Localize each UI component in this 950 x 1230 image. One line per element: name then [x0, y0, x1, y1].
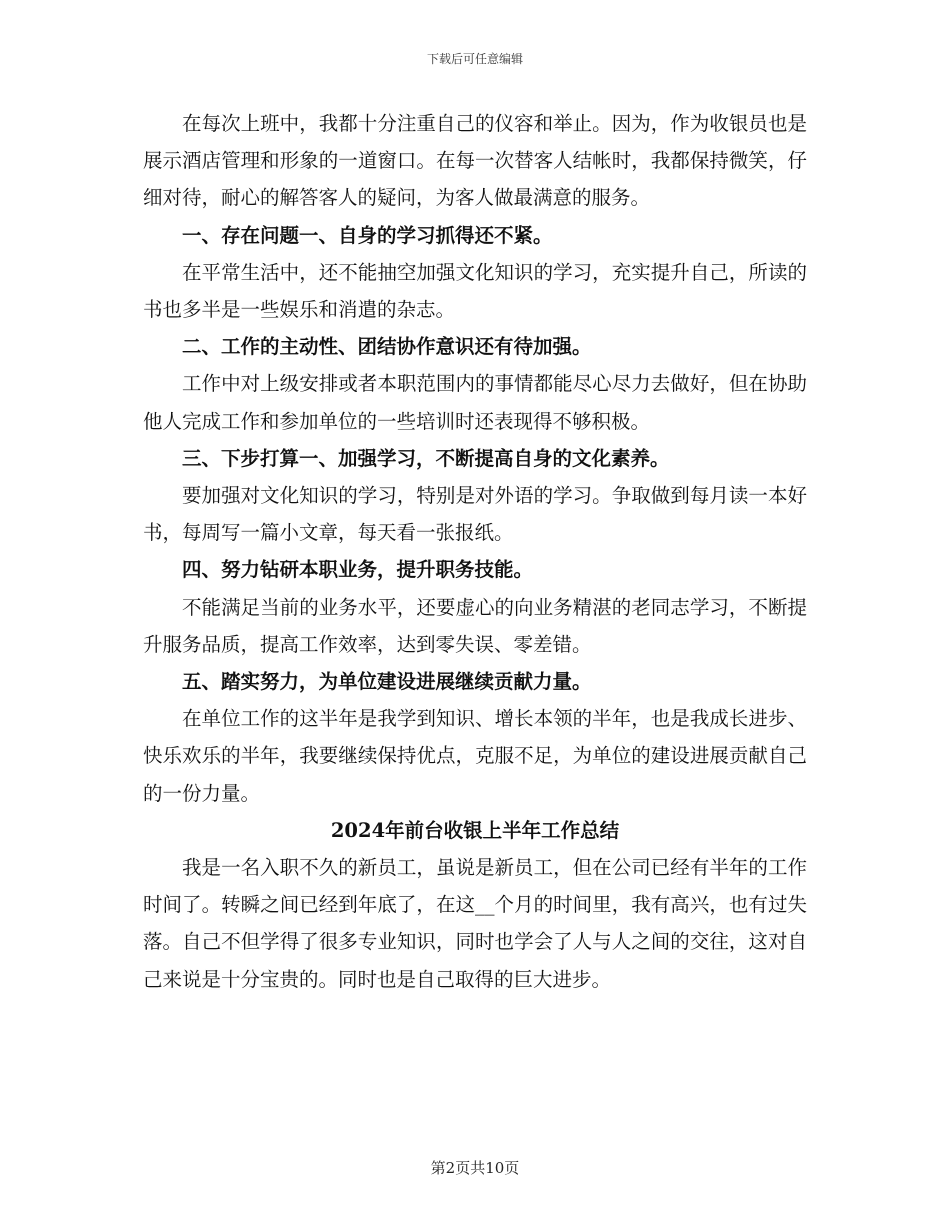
paragraph-1: 在每次上班中，我都十分注重自己的仪容和举止。因为，作为收银员也是展示酒店管理和形象的一道窗口。在每一次替客人结帐时，我都保持微笑，仔细对待，耐心的解答客人的疑问，为客人做最满意的服务。 [143, 112, 807, 210]
section-heading-2: 二、工作的主动性、团结协作意识还有待加强。 [182, 335, 592, 359]
section-heading-3: 三、下步打算一、加强学习，不断提高自身的文化素养。 [182, 446, 670, 470]
paragraph-3: 工作中对上级安排或者本职范围内的事情都能尽心尽力去做好，但在协助他人完成工作和参加单位的一些培训时还表现得不够积极。 [143, 372, 807, 433]
document-body [143, 105, 807, 998]
page-header: 下载后可任意编辑 [426, 52, 523, 66]
paragraph-4: 要加强对文化知识的学习，特别是对外语的学习。争取做到每月读一本好书，每周写一篇小文章，每天看一张报纸。 [143, 484, 807, 545]
paragraph-5: 不能满足当前的业务水平，还要虚心的向业务精湛的老同志学习，不断提升服务品质，提高工作效率，达到零失误、零差错。 [143, 595, 807, 656]
document-title: 2024年前台收银上半年工作总结 [330, 818, 620, 842]
paragraph-2: 在平常生活中，还不能抽空加强文化知识的学习，充实提升自己，所读的书也多半是一些娱乐和消遣的杂志。 [143, 260, 807, 322]
page-number: 第2页共10页 [430, 1159, 520, 1177]
paragraph-6: 在单位工作的这半年是我学到知识、增长本领的半年，也是我成长进步、快乐欢乐的半年，我要继续保持优点，克服不足，为单位的建设进展贡献自己的一份力量。 [143, 707, 807, 805]
section-heading-5: 五、踏实努力，为单位建设进展继续贡献力量。 [182, 670, 592, 694]
section-heading-4: 四、努力钻研本职业务，提升职务技能。 [182, 558, 534, 582]
paragraph-7: 我是一名入职不久的新员工，虽说是新员工，但在公司已经有半年的工作时间了。转瞬之间已经到年底了，在这__个月的时间里，我有高兴，也有过失落。自己不但学得了很多专业知识，同时也学会了人与人之间的交往，这对自己来说是十分宝贵的。同时也是自己取得的巨大进步。 [143, 856, 807, 991]
section-heading-1: 一、存在问题一、自身的学习抓得还不紧。 [182, 223, 553, 247]
